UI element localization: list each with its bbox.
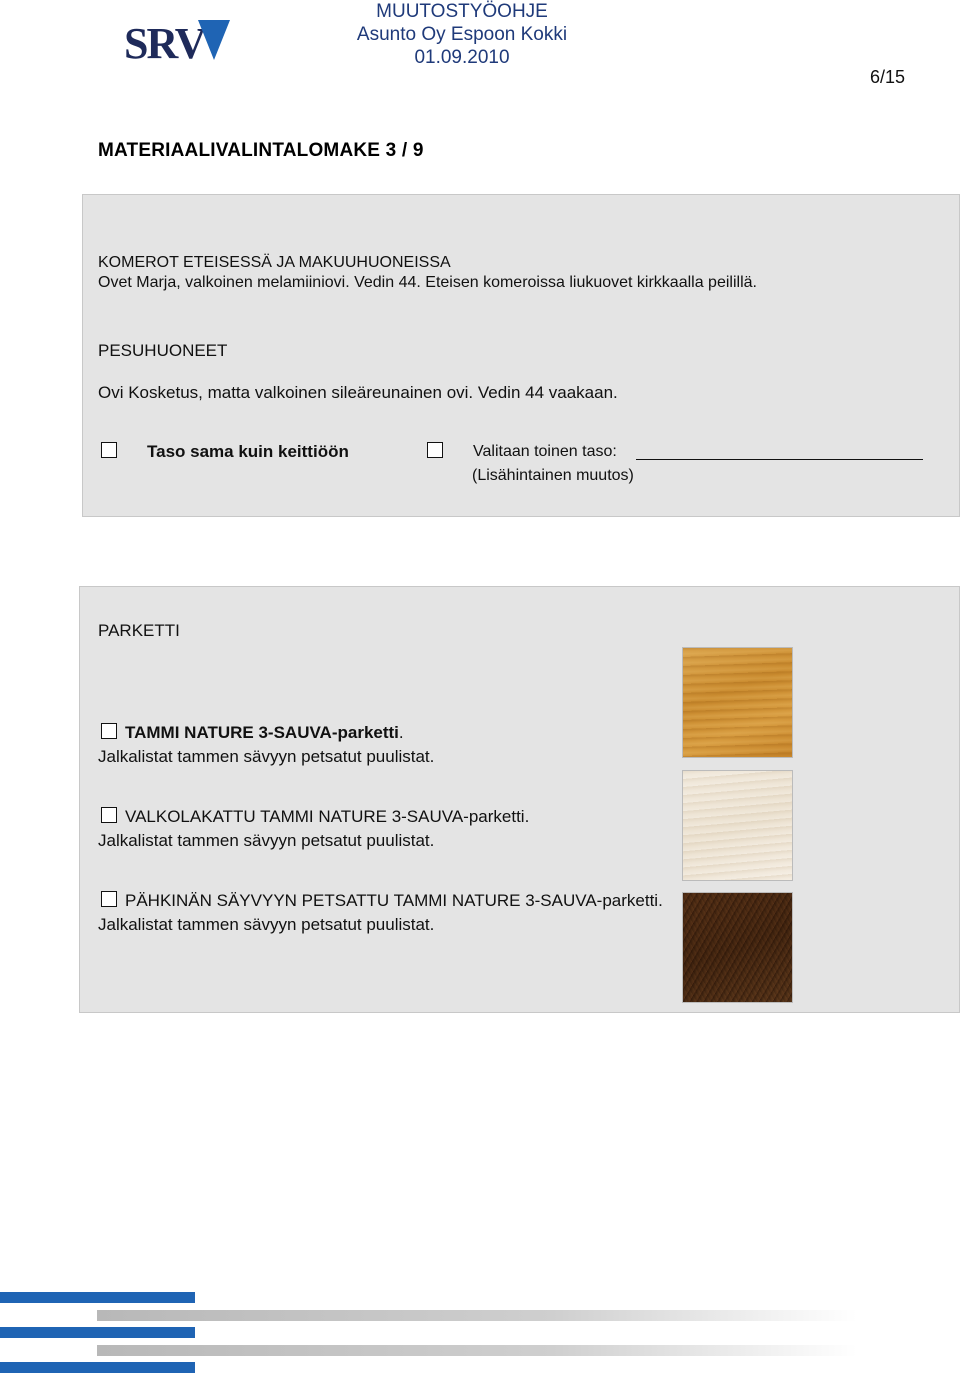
oak-natural-swatch bbox=[682, 647, 793, 758]
doc-type: MUUTOSTYÖOHJE bbox=[376, 1, 548, 22]
parquet-option-3-label: PÄHKINÄN SÄYVYYN PETSATTU TAMMI NATURE 3-SAUVA-parketti. bbox=[125, 891, 663, 910]
parquet-option-1-checkbox[interactable] bbox=[101, 723, 117, 739]
form-title: MATERIAALIVALINTALOMAKE 3 / 9 bbox=[98, 140, 424, 161]
parquet-option-2-desc: Jalkalistat tammen sävyyn petsatut puulistat. bbox=[98, 831, 435, 850]
logo-text: SRV bbox=[124, 19, 205, 68]
option-other-counter-label: Valitaan toinen taso: bbox=[473, 443, 617, 460]
closets-heading: KOMEROT ETEISESSÄ JA MAKUUHUONEISSA bbox=[98, 254, 451, 271]
parquet-option-1-desc: Jalkalistat tammen sävyyn petsatut puulistat. bbox=[98, 747, 435, 766]
parquet-option-2-label: VALKOLAKATTU TAMMI NATURE 3-SAUVA-parketti. bbox=[125, 807, 530, 826]
bathrooms-heading: PESUHUONEET bbox=[98, 341, 228, 360]
srv-logo bbox=[124, 18, 234, 68]
walnut-stained-oak-swatch bbox=[682, 892, 793, 1003]
footer-bar-blue-2 bbox=[0, 1327, 195, 1338]
footer-bar-grey-2 bbox=[97, 1345, 857, 1356]
option-same-counter-label: Taso sama kuin keittiöön bbox=[147, 442, 349, 461]
bathrooms-description: Ovi Kosketus, matta valkoinen sileäreunainen ovi. Vedin 44 vaakaan. bbox=[98, 383, 618, 402]
parquet-option-1-label bbox=[125, 722, 404, 744]
footer-bar-grey-1 bbox=[97, 1310, 857, 1321]
parquet-option-1-suffix: . bbox=[398, 723, 404, 742]
parquet-option-3-checkbox[interactable] bbox=[101, 891, 117, 907]
doc-date: 01.09.2010 bbox=[414, 47, 510, 68]
parquet-panel bbox=[79, 586, 960, 1013]
option-other-counter-note: (Lisähintainen muutos) bbox=[472, 467, 634, 484]
other-counter-field[interactable] bbox=[636, 459, 923, 460]
option-other-counter-checkbox[interactable] bbox=[427, 442, 443, 458]
project-name: Asunto Oy Espoon Kokki bbox=[356, 24, 568, 45]
footer-bar-blue-1 bbox=[0, 1292, 195, 1303]
page-number: 6/15 bbox=[870, 67, 906, 87]
parquet-option-1-name: TAMMI NATURE 3-SAUVA-parketti bbox=[125, 723, 399, 742]
white-lacquered-oak-swatch bbox=[682, 770, 793, 881]
logo-arrow-icon bbox=[196, 20, 230, 64]
parquet-option-2-checkbox[interactable] bbox=[101, 807, 117, 823]
option-same-counter-checkbox[interactable] bbox=[101, 442, 117, 458]
closets-description: Ovet Marja, valkoinen melamiiniovi. Vedin 44. Eteisen komeroissa liukuovet kirkkaalla peilillä. bbox=[98, 274, 757, 291]
parquet-heading: PARKETTI bbox=[98, 621, 180, 640]
footer-bar-blue-3 bbox=[0, 1362, 195, 1373]
parquet-option-3-desc: Jalkalistat tammen sävyyn petsatut puulistat. bbox=[98, 915, 435, 934]
